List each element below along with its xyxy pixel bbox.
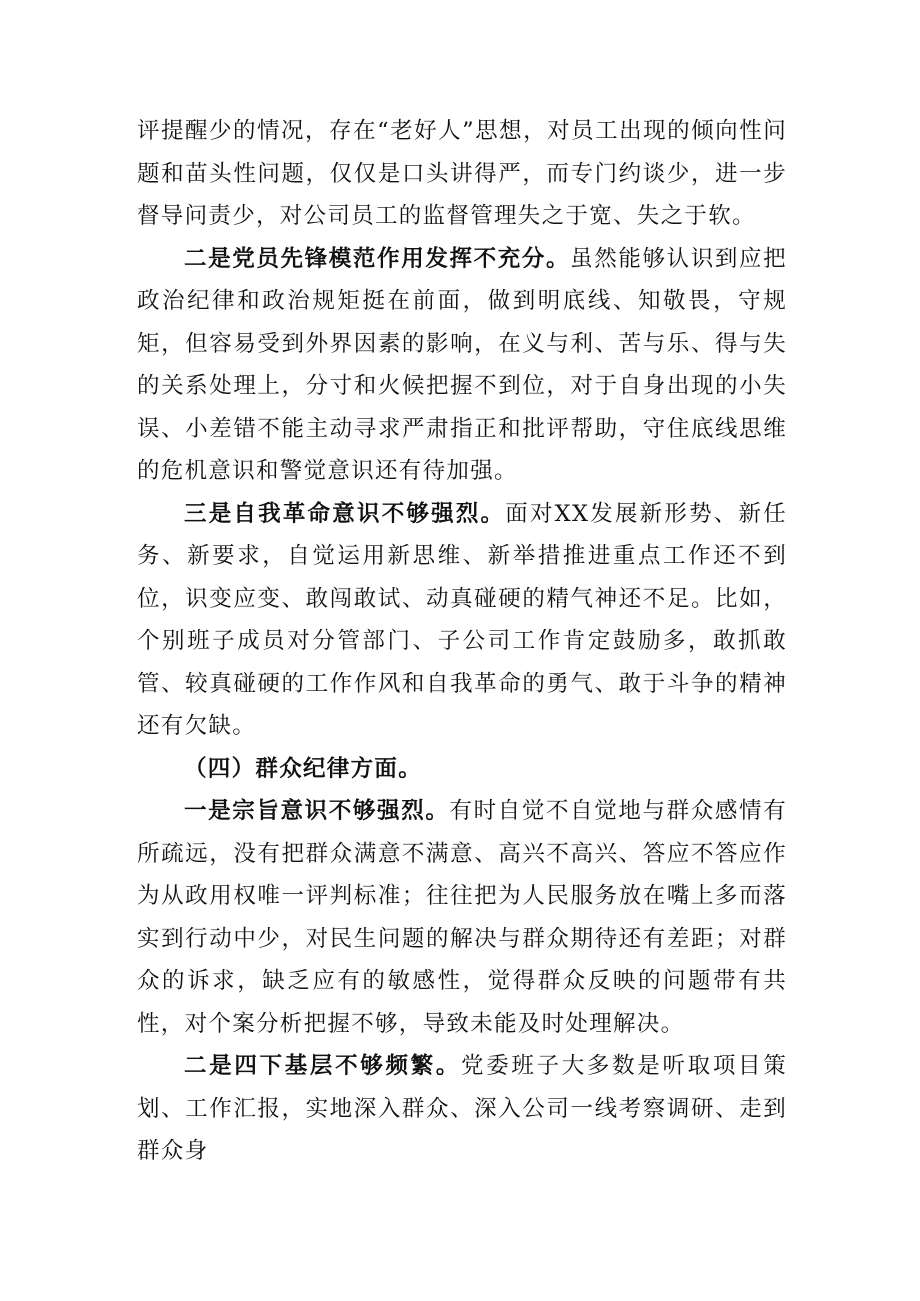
paragraph-text: 党委班子大多数是听取项目策划、工作汇报，实地深入群众、深入公司一线考察调研、走到群众身: [137, 1053, 787, 1164]
paragraph-continued: [137, 110, 787, 238]
paragraph-purpose-awareness: [137, 790, 787, 1045]
paragraph-text: 有时自觉不自觉地与群众感情有所疏远，没有把群众满意不满意、高兴不高兴、答应不答应作为从政用权唯一评判标准；往往把为人民服务放在嘴上多而落实到行动中少，对民生问题的解决与群众期待还有差距；对群众的诉求，缺乏应有的敏感性，觉得群众反映的问题带有共性，对个案分析把握不够，导致未能及时处理解决。: [137, 798, 787, 1037]
paragraph-grassroots-visits: [137, 1045, 787, 1173]
paragraph-party-member-role: [137, 238, 787, 493]
paragraph-self-revolution: [137, 493, 787, 748]
paragraph-lead: 二是党员先锋模范作用发挥不充分。: [184, 245, 571, 272]
section-heading: （四）群众纪律方面。: [184, 755, 423, 782]
document-page: [137, 110, 787, 1173]
paragraph-lead: 三是自我革命意识不够强烈。: [184, 500, 506, 527]
paragraph-text: 面对XX发展新形势、新任务、新要求，自觉运用新思维、新举措推进重点工作还不到位，识变应变、敢闯敢试、动真碰硬的精气神还不足。比如，个别班子成员对分管部门、子公司工作肯定鼓励多，敢抓敢管、较真碰硬的工作作风和自我革命的勇气、敢于斗争的精神还有欠缺。: [137, 500, 787, 739]
paragraph-text: 虽然能够认识到应把政治纪律和政治规矩挺在前面，做到明底线、知敬畏，守规矩，但容易受到外界因素的影响，在义与利、苦与乐、得与失的关系处理上，分寸和火候把握不到位，对于自身出现的小失误、小差错不能主动寻求严肃指正和批评帮助，守住底线思维的危机意识和警觉意识还有待加强。: [137, 245, 787, 484]
paragraph-text: 评提醒少的情况，存在“老好人”思想，对员工出现的倾向性问题和苗头性问题，仅仅是口头讲得严，而专门约谈少，进一步督导问责少，对公司员工的监督管理失之于宽、失之于软。: [137, 118, 787, 229]
paragraph-lead: 一是宗旨意识不够强烈。: [184, 798, 450, 824]
paragraph-lead: 二是四下基层不够频繁。: [184, 1053, 462, 1079]
